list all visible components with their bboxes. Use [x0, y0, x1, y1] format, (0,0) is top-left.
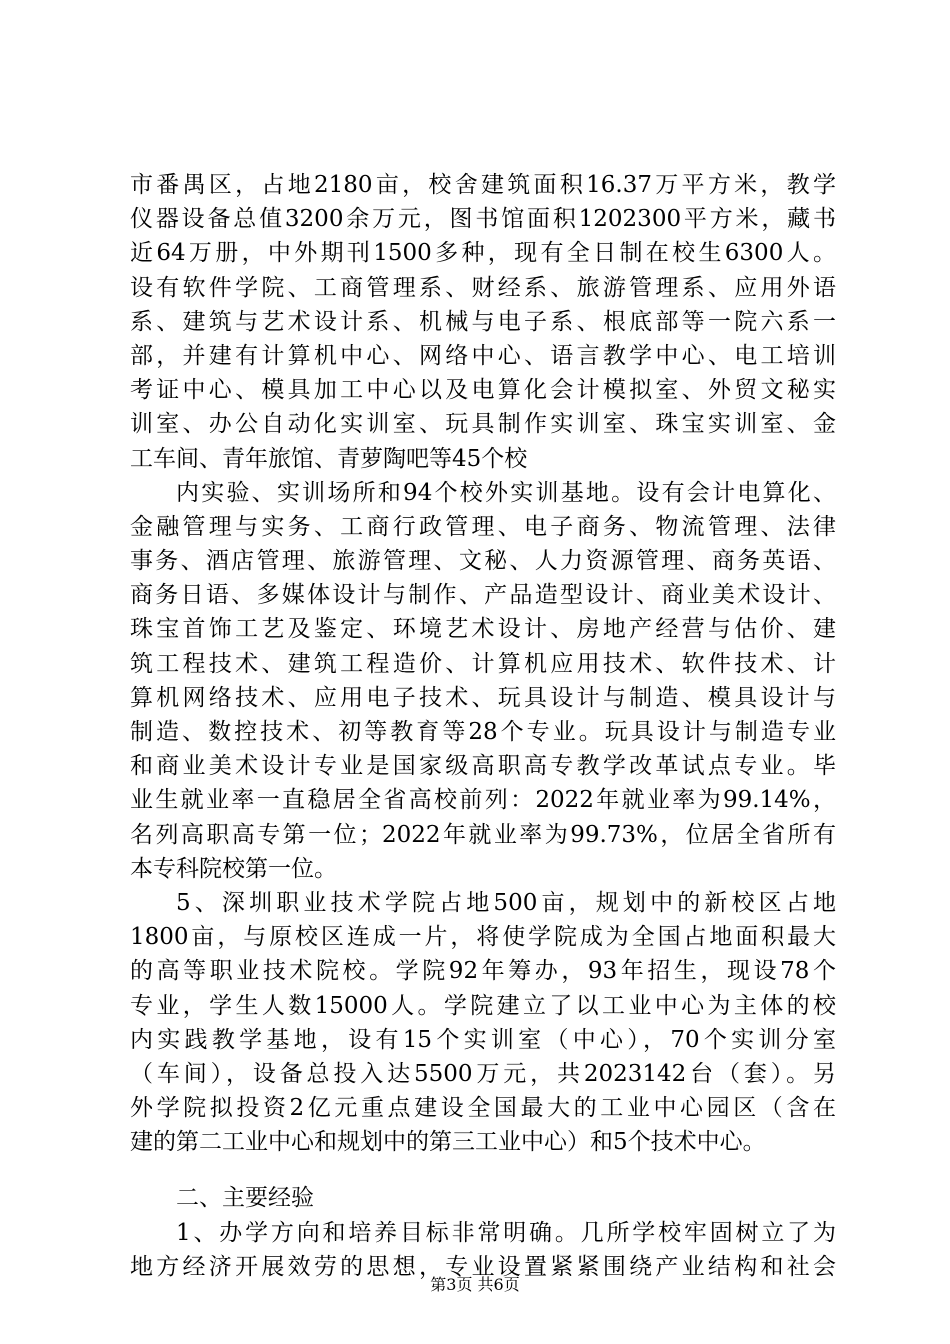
- text-line: 本专科院校第一位。: [130, 855, 337, 882]
- text-line: 设有软件学院、工商管理系、财经系、旅游管理系、应用外语: [130, 274, 836, 301]
- page-number-footer: 第3页 共6页: [430, 1275, 520, 1294]
- text-line: 地方经济开展效劳的思想，专业设置紧紧围绕产业结构和社会: [130, 1253, 836, 1280]
- text-line: 的高等职业技术院校。学院92年筹办，93年招生，现设78个: [130, 958, 836, 985]
- text-line: 内实验、实训场所和94个校外实训基地。设有会计电算化、: [176, 479, 836, 506]
- text-line: 考证中心、模具加工中心以及电算化会计模拟室、外贸文秘实: [130, 377, 836, 404]
- text-line: 工车间、青年旅馆、青萝陶吧等45个校: [130, 445, 528, 472]
- text-line: 1、办学方向和培养目标非常明确。几所学校牢固树立了为: [176, 1219, 836, 1246]
- text-line: 部，并建有计算机中心、网络中心、语言教学中心、电工培训: [130, 342, 836, 369]
- text-line: 外学院拟投资2亿元重点建设全国最大的工业中心园区（含在: [130, 1095, 836, 1122]
- paragraph-experience: [130, 1216, 836, 1284]
- text-line: 市番禺区，占地2180亩，校舍建筑面积16.37万平方米，教学: [130, 172, 836, 198]
- document-body: [130, 168, 836, 1284]
- paragraph-majors: [130, 476, 836, 886]
- text-line: 仪器设备总值3200余万元，图书馆面积1202300平方米，藏书: [130, 206, 836, 233]
- text-line: 金融管理与实务、工商行政管理、电子商务、物流管理、法律: [130, 513, 836, 540]
- text-line: 专业，学生人数15000人。学院建立了以工业中心为主体的校: [130, 992, 836, 1019]
- text-line: （车间），设备总投入达5500万元，共2023142台（套）。另: [130, 1060, 836, 1087]
- text-line: 算机网络技术、应用电子技术、玩具设计与制造、模具设计与: [130, 684, 836, 711]
- text-line: 5、深圳职业技术学院占地500亩，规划中的新校区占地: [176, 889, 836, 916]
- text-line: 内实践教学基地，设有15个实训室（中心），70个实训分室: [130, 1026, 836, 1053]
- text-line: 事务、酒店管理、旅游管理、文秘、人力资源管理、商务英语、: [130, 548, 836, 575]
- text-line: 制造、数控技术、初等教育等28个专业。玩具设计与制造专业: [130, 719, 836, 745]
- text-line: 近64万册，中外期刊1500多种，现有全日制在校生6300人。: [130, 240, 836, 267]
- text-line: 训室、办公自动化实训室、玩具制作实训室、珠宝实训室、金: [130, 411, 836, 438]
- text-line: 1800亩，与原校区连成一片，将使学院成为全国占地面积最大: [130, 924, 836, 951]
- text-line: 商务日语、多媒体设计与制作、产品造型设计、商业美术设计、: [130, 582, 836, 609]
- text-line: 筑工程技术、建筑工程造价、计算机应用技术、软件技术、计: [130, 650, 836, 677]
- paragraph-shenzhen-polytechnic: [130, 886, 836, 1160]
- text-line: 建的第二工业中心和规划中的第三工业中心）和5个技术中心。: [130, 1129, 766, 1156]
- text-line: 和商业美术设计专业是国家级高职高专教学改革试点专业。毕: [130, 753, 836, 780]
- paragraph-spacer: [130, 1159, 836, 1181]
- text-line: 业生就业率一直稳居全省高校前列：2022年就业率为99.14%，: [130, 787, 836, 814]
- text-line: 珠宝首饰工艺及鉴定、环境艺术设计、房地产经营与估价、建: [130, 616, 836, 643]
- section-heading: 二、主要经验: [176, 1185, 314, 1212]
- text-line: 系、建筑与艺术设计系、机械与电子系、根底部等一院六系一: [130, 308, 836, 335]
- paragraph-campus-facilities: [130, 168, 836, 476]
- text-line: 名列高职高专第一位；2022年就业率为99.73%，位居全省所有: [130, 821, 836, 848]
